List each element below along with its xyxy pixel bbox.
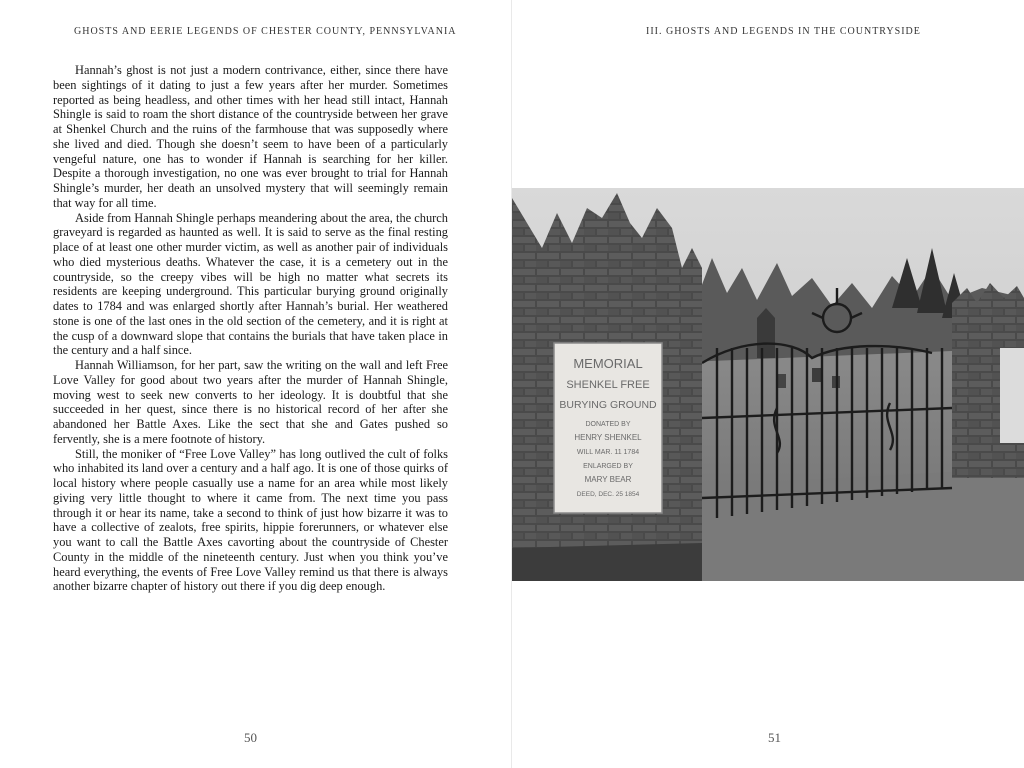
paragraph: Hannah’s ghost is not just a modern contrivance, either, since there have been sightings of it dating to just a few years after her murder. Sometimes reported as being headless, and other times with her head still intact, Hannah Shingle is said to roam the short distance of the countryside between her grave at Shenkel Church and the ruins of the farmhouse that was supposedly where she lived and died. Though she doesn’t seem to have been of a particularly vengeful nature, one has to wonder if Hannah is searching for her killer. Despite a thorough investigation, no one was ever brought to trial for Hannah Shingle’s murder, her death an unsolved mystery that will seemingly remain that way for all time. bbox=[53, 63, 448, 210]
tablet-line-3: BURYING GROUND bbox=[559, 399, 657, 411]
tablet-line-5: HENRY SHENKEL bbox=[574, 433, 642, 442]
running-head-left: GHOSTS AND EERIE LEGENDS OF CHESTER COUNTY, PENNSYLVANIA bbox=[74, 26, 457, 37]
page-number-left: 50 bbox=[244, 730, 257, 745]
tablet-line-1: MEMORIAL bbox=[573, 356, 643, 371]
tablet-line-7: ENLARGED BY bbox=[583, 463, 633, 470]
running-head-right: III. GHOSTS AND LEGENDS IN THE COUNTRYSIDE bbox=[646, 26, 921, 37]
paragraph: Still, the moniker of “Free Love Valley” has long outlived the cult of folks who inhabited its land over a century and a half ago. It is one of those quirks of local history where people casually use a name for an area while most likely giving very little thought to where it came from. The next time you pass through it or hear its name, take a second to think of just how bizarre it was to have a collective of zealots, free spirits, hippie forerunners, or whatever else you want to call the Battle Axes cavorting about the countryside of Chester County in the middle of the nineteenth century. Just when you think you’ve heard everything, the events of Free Love Valley remind us that there is always another bizarre chapter of history out there if you dig deep enough. bbox=[53, 446, 448, 594]
cemetery-photo bbox=[512, 188, 1024, 581]
tablet-line-8: MARY BEAR bbox=[584, 475, 632, 484]
right-page bbox=[512, 0, 1024, 768]
page-number-right: 51 bbox=[768, 730, 781, 745]
tablet-line-4: DONATED BY bbox=[585, 421, 631, 428]
paragraph: Aside from Hannah Shingle perhaps meandering about the area, the church graveyard is regarded as haunted as well. It is said to serve as the final resting place of at least one other murder victim, as well as another pair of individuals who died mysterious deaths. Whatever the case, it is a cemetery out in the countryside, so the creepy vibes will be high no matter what secrets its residents are keeping underground. This particular burying ground originally dates to 1784 and was enlarged shortly after Hannah’s burial. Her weathered stone is one of the last ones in the old section of the cemetery, and it is right at the cusp of a downward slope that contains the burials that have taken place in the century and a half since. bbox=[53, 210, 448, 358]
tablet-line-9: DEED, DEC. 25 1854 bbox=[576, 491, 640, 498]
body-text bbox=[53, 63, 448, 594]
tablet-line-6: WILL MAR. 11 1784 bbox=[576, 449, 640, 456]
paragraph: Hannah Williamson, for her part, saw the writing on the wall and left Free Love Valley for good about two years after the murder of Hannah Shingle, moving west to seek new converts to her ideology. It is doubtful that she succeeded in her quest, since there is no historical record of her after she abandoned her Battle Axes. Like the sect that she and Gates pushed so fervently, she is a mere footnote of history. bbox=[53, 358, 448, 446]
tablet-line-2: SHENKEL FREE bbox=[566, 379, 650, 391]
